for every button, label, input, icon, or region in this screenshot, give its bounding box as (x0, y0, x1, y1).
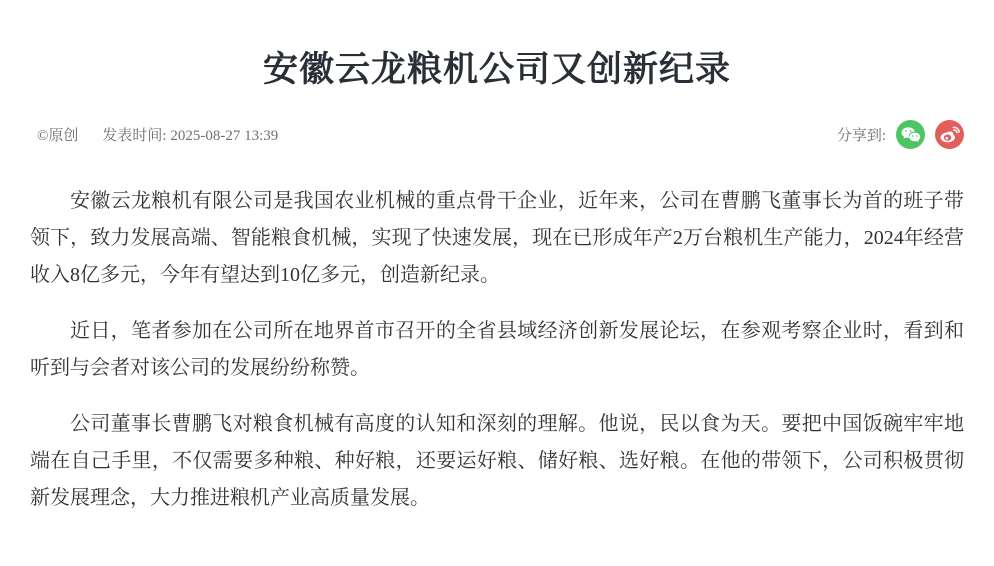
publish-time (102, 124, 278, 145)
meta-row (30, 119, 964, 149)
share-label: 分享到: (836, 127, 886, 144)
page-title: 安徽云龙粮机公司又创新纪录 (262, 50, 731, 89)
article-body (30, 183, 964, 517)
weibo-share-icon[interactable] (935, 120, 964, 149)
publish-time-value: 2025-08-27 13:39 (170, 127, 279, 144)
meta-info (30, 124, 278, 145)
wechat-share-icon[interactable] (896, 120, 925, 149)
publish-time-label: 发表时间: (102, 127, 167, 144)
paragraph-1: 安徽云龙粮机有限公司是我国农业机械的重点骨干企业，近年来，公司在曹鹏飞董事长为首的班子带领下，致力发展高端、智能粮食机械，实现了快速发展，现在已形成年产2万台粮机生产能力，2024年经营收入8亿多元，今年有望达到10亿多元，创造新纪录。 (30, 190, 964, 287)
share-bar (837, 120, 964, 149)
copyright-badge: ©原创 (37, 127, 79, 144)
paragraph-3: 公司董事长曹鹏飞对粮食机械有高度的认知和深刻的理解。他说，民以食为天。要把中国饭碗牢牢地端在自己手里，不仅需要多种粮、种好粮，还要运好粮、储好粮、选好粮。在他的带领下，公司积极贯彻新发展理念，大力推进粮机产业高质量发展。 (30, 413, 964, 510)
paragraph-2: 近日，笔者参加在公司所在地界首市召开的全省县域经济创新发展论坛，在参观考察企业时，看到和听到与会者对该公司的发展纷纷称赞。 (30, 320, 964, 380)
